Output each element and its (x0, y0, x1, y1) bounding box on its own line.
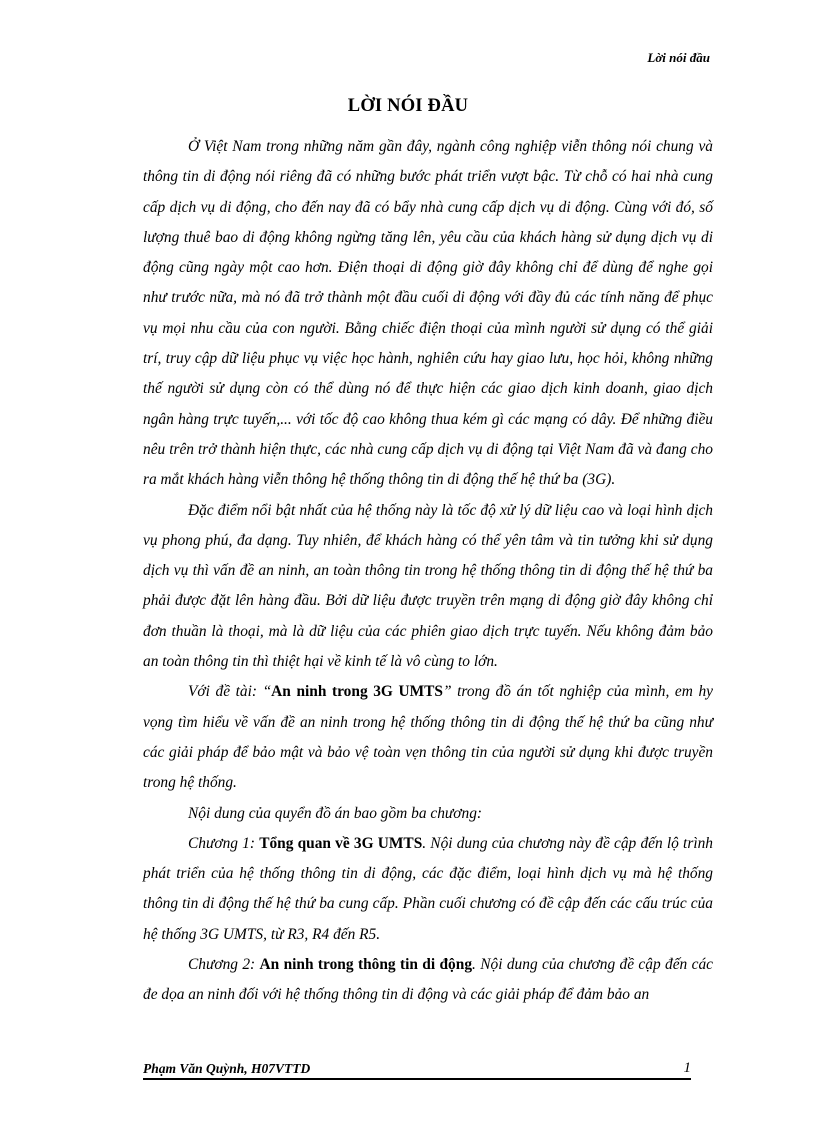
paragraph-text: Nội dung của quyển đồ án bao gồm ba chương: (188, 804, 483, 822)
paragraph-text: . Nội dung của chương đề cập đến các đe dọa an ninh đối với hệ thống thông tin di động và các giải pháp để đảm bảo an (143, 956, 713, 1004)
page-number: 1 (683, 1060, 691, 1076)
running-header: Lời nói đầu (647, 50, 710, 65)
chapter-1-title: Tổng quan về 3G UMTS (259, 834, 423, 852)
footer-author: Phạm Văn Quỳnh, H07VTTD (143, 1061, 311, 1076)
paragraph-highlights (143, 496, 713, 678)
paragraph-chapter-2 (143, 950, 713, 1011)
page-footer (143, 1058, 691, 1080)
paragraph-text: . Nội dung của chương này đề cập đến lộ trình phát triển của hệ thống thông tin di động, các đặc điểm, loại hình dịch vụ mà hệ thống thông tin di động thế hệ thứ ba cung cấp. Phần cuối chương có đề cập đến các cấu trúc của hệ thống 3G UMTS, từ R3, R4 đến R5. (143, 834, 713, 943)
document-body (143, 132, 713, 1011)
paragraph-text: ” trong đồ án tốt nghiệp của mình, em hy vọng tìm hiểu về vấn đề an ninh trong hệ thống thông tin di động thế hệ thứ ba cũng như các giải pháp để bảo mật và bảo vệ toàn vẹn thông tin của người sử dụng khi được truyền trong hệ thống. (143, 683, 713, 792)
chapter-label: Chương 1: (188, 834, 260, 852)
paragraph-outline (143, 799, 713, 829)
paragraph-lead: Với đề tài: “ (188, 683, 272, 701)
chapter-2-title: An ninh trong thông tin di động (259, 956, 473, 974)
chapter-label: Chương 2: (188, 956, 260, 974)
paragraph-text: Ở Việt Nam trong những năm gần đây, ngành công nghiệp viễn thông nói chung và thông tin di động nói riêng đã có những bước phát triển vượt bậc. Từ chỗ có hai nhà cung cấp dịch vụ di động, cho đến nay đã có bẩy nhà cung cấp dịch vụ di động. Cùng với đó, số lượng thuê bao di động không ngừng tăng lên, yêu cầu của khách hàng sử dụng dịch vụ di động cũng ngày một cao hơn. Điện thoại di động giờ đây không chỉ để dùng để nghe gọi như trước nữa, mà nó đã trở thành một đầu cuối di động với đầy đủ các tính năng để phục vụ mọi nhu cầu của con người. Bằng chiếc điện thoại của mình người sử dụng có thể giải trí, truy cập dữ liệu phục vụ việc học hành, nghiên cứu hay giao lưu, học hỏi, không những thế người sử dụng còn có thể dùng nó để thực hiện các giao dịch kinh doanh, giao dịch ngân hàng trực tuyến,... với tốc độ cao không thua kém gì các mạng có dây. Để những điều nêu trên trở thành hiện thực, các nhà cung cấp dịch vụ di động tại Việt Nam đã và đang cho ra mắt khách hàng viễn thông hệ thống thông tin di động thế hệ thứ ba (3G). (143, 138, 713, 489)
paragraph-intro (143, 132, 713, 496)
paragraph-chapter-1 (143, 829, 713, 950)
topic-title: An ninh trong 3G UMTS (271, 683, 443, 701)
page-title: LỜI NÓI ĐẦU (347, 96, 469, 116)
paragraph-topic (143, 677, 713, 798)
paragraph-text: Đặc điểm nổi bật nhất của hệ thống này là tốc độ xử lý dữ liệu cao và loại hình dịch vụ phong phú, đa dạng. Tuy nhiên, để khách hàng có thể yên tâm và tin tưởng khi sử dụng dịch vụ thì vấn đề an ninh, an toàn thông tin trong hệ thống thông tin di động thế hệ thứ ba phải được đặt lên hàng đầu. Bởi dữ liệu được truyền trên mạng di động giờ đây không chỉ đơn thuần là thoại, mà là dữ liệu của các phiên giao dịch trực tuyến. Nếu không đảm bảo an toàn thông tin thì thiệt hại về kinh tế là vô cùng to lớn. (143, 501, 713, 671)
